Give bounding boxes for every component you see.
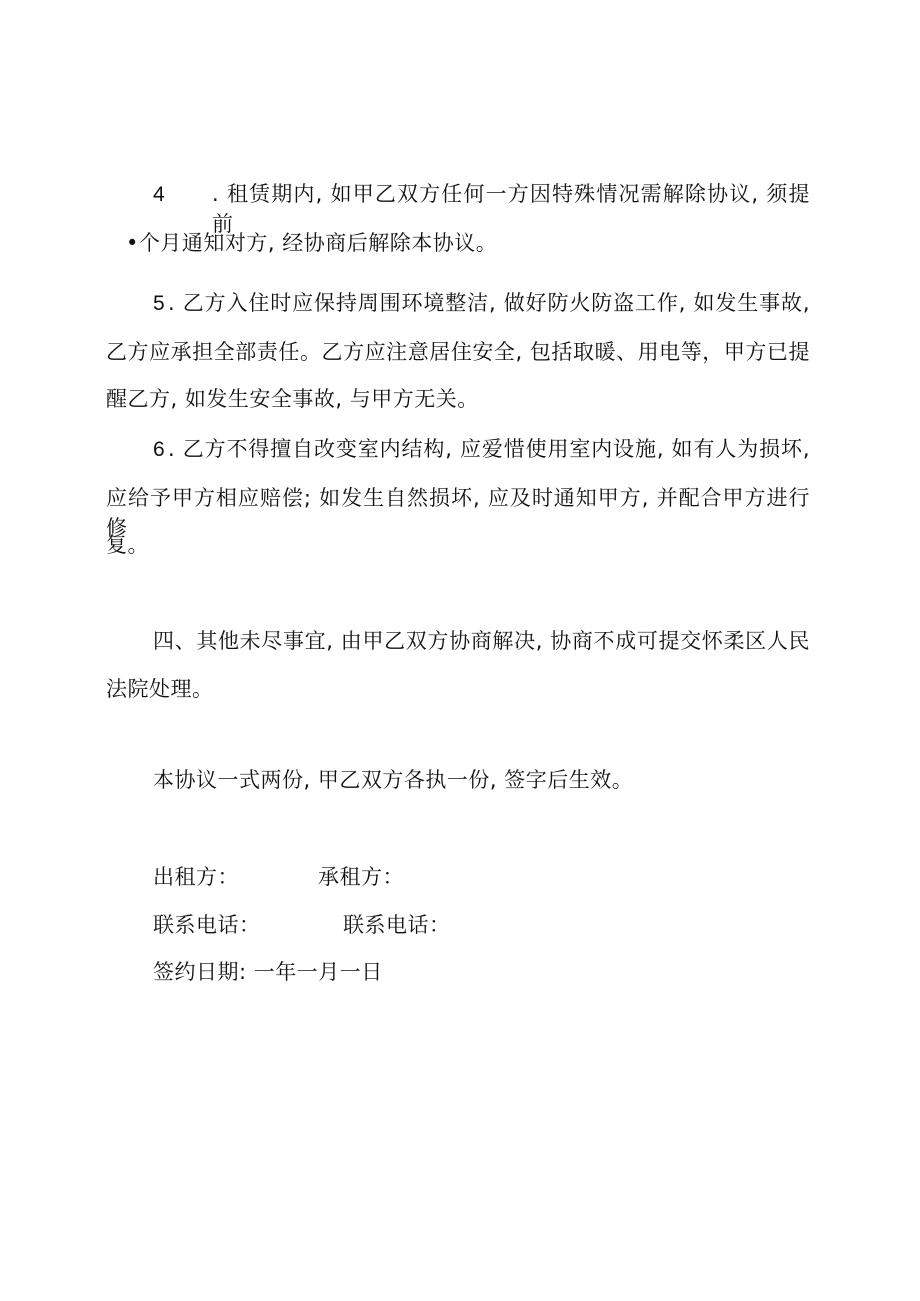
clause-5-line-3: 醒乙方, 如发生安全事故, 与甲方无关。: [106, 387, 479, 411]
lessee-label: 承租方：: [318, 865, 404, 889]
lessor-phone-label: 联系电话：: [153, 913, 261, 937]
clause-5-line-1: . 乙方入住时应保持周围环境整洁, 做好防火防盗工作, 如发生事故,: [168, 291, 810, 315]
clause-6-number: [153, 434, 165, 464]
clause-6-line-2: 应给予甲方相应赔偿; 如发生自然损坏, 应及时通知甲方, 并配合甲方进行修: [106, 486, 810, 540]
signing-date-label: 签约日期: 一年一月一日: [153, 960, 383, 984]
lessor-label: 出租方：: [153, 865, 239, 889]
clause-5-line-2: 乙方应承担全部责任。乙方应注意居住安全, 包括取暖、用电等，甲方已提: [106, 340, 810, 364]
lessee-phone-label: 联系电话：: [343, 913, 451, 937]
clause-4-number: [153, 179, 165, 209]
section-4-line-1: 四、其他未尽事宜, 由甲乙双方协商解决, 协商不成可提交怀柔区人民: [153, 629, 810, 653]
clause-number: 6: [153, 438, 166, 461]
clause-5-number: [153, 288, 165, 318]
clause-4-line-1: . 租赁期内, 如甲乙双方任何一方因特殊情况需解除协议, 须提前: [212, 182, 810, 236]
clause-4-line-2: •个月通知对方, 经协商后解除本协议。: [126, 231, 498, 255]
copies-statement: 本协议一式两份, 甲乙双方各执一份, 签字后生效。: [153, 768, 634, 792]
clause-number: 5: [153, 292, 166, 315]
clause-6-line-1: . 乙方不得擅自改变室内结构, 应爱惜使用室内设施, 如有人为损坏,: [168, 437, 810, 461]
clause-number: 4: [153, 183, 166, 206]
section-4-line-2: 法院处理。: [106, 677, 214, 701]
clause-6-line-3: 复。: [106, 533, 149, 557]
